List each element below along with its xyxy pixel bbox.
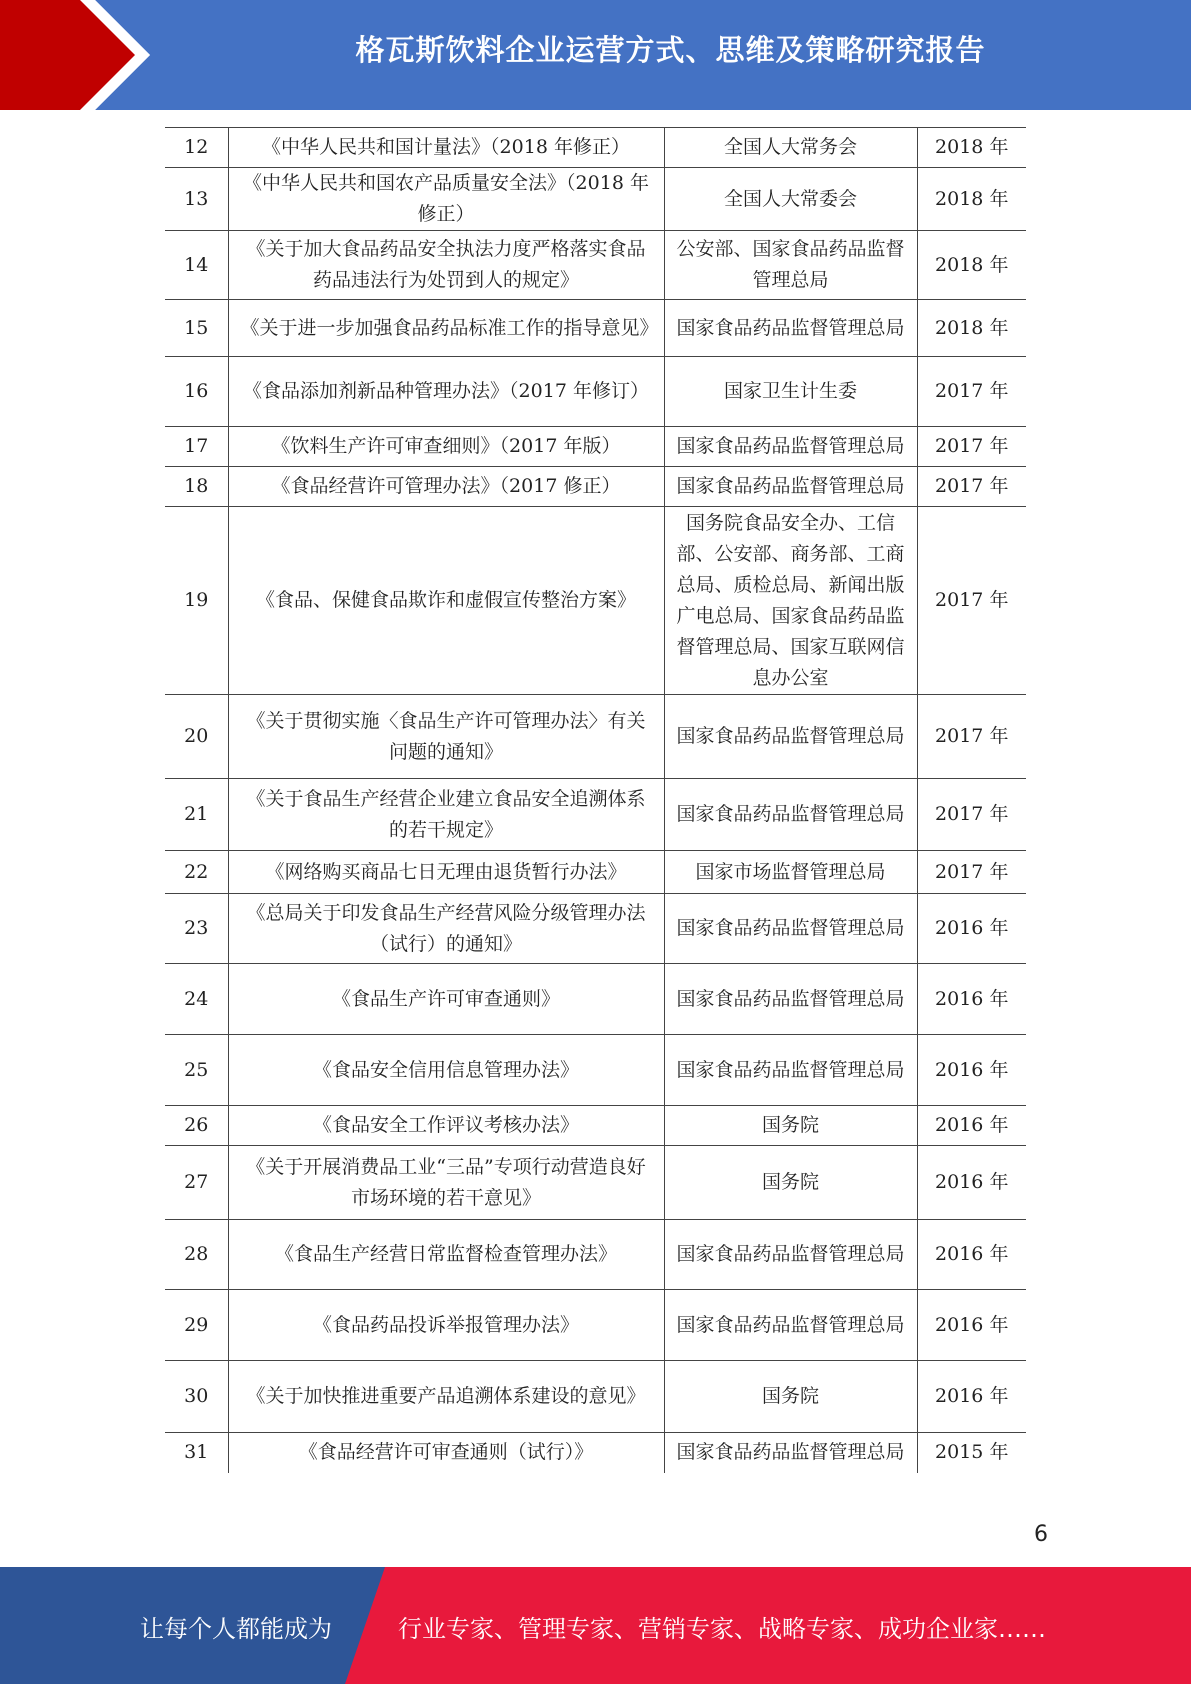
year: 2017 年	[917, 467, 1026, 507]
table-row	[165, 1146, 1026, 1220]
regulation-name: 《食品添加剂新品种管理办法》（2017 年修订）	[228, 357, 664, 427]
regulation-name: 《食品生产经营日常监督检查管理办法》	[228, 1220, 664, 1290]
table-row	[165, 1220, 1026, 1290]
regulation-name: 《总局关于印发食品生产经营风险分级管理办法（试行）的通知》	[228, 894, 664, 964]
issuing-authority: 国家食品药品监督管理总局	[664, 695, 917, 779]
issuing-authority: 国家市场监督管理总局	[664, 851, 917, 894]
regulation-name: 《关于加大食品药品安全执法力度严格落实食品药品违法行为处罚到人的规定》	[228, 231, 664, 300]
table-row	[165, 1290, 1026, 1361]
issuing-authority: 国家食品药品监督管理总局	[664, 894, 917, 964]
authority-text: 国家食品药品监督管理总局	[676, 1441, 905, 1464]
table-row	[165, 779, 1026, 851]
year: 2015 年	[917, 1433, 1026, 1473]
year: 2016 年	[917, 1146, 1026, 1220]
table-row	[165, 507, 1026, 695]
page-header	[0, 0, 1191, 110]
issuing-authority: 全国人大常委会	[664, 168, 917, 231]
regulation-name: 《中华人民共和国计量法》（2018 年修正）	[228, 128, 664, 168]
regulation-name: 《关于食品生产经营企业建立食品安全追溯体系的若干规定》	[228, 779, 664, 851]
year: 2018 年	[917, 168, 1026, 231]
row-number: 16	[165, 357, 228, 427]
issuing-authority: 国家食品药品监督管理总局	[664, 300, 917, 357]
year: 2017 年	[917, 357, 1026, 427]
issuing-authority	[664, 1433, 917, 1473]
regulation-name: 《饮料生产许可审查细则》（2017 年版）	[228, 427, 664, 467]
row-number: 29	[165, 1290, 228, 1361]
year: 2016 年	[917, 1220, 1026, 1290]
issuing-authority: 全国人大常务会	[664, 128, 917, 168]
issuing-authority	[664, 467, 917, 507]
year: 2016 年	[917, 1106, 1026, 1146]
year: 2018 年	[917, 128, 1026, 168]
regulation-name: 《食品安全信用信息管理办法》	[228, 1035, 664, 1106]
table-row	[165, 964, 1026, 1035]
year: 2016 年	[917, 1290, 1026, 1361]
row-number: 14	[165, 231, 228, 300]
regulation-name: 《网络购买商品七日无理由退货暂行办法》	[228, 851, 664, 894]
year: 2017 年	[917, 427, 1026, 467]
issuing-authority: 国务院	[664, 1146, 917, 1220]
regulation-name: 《食品经营许可审查通则（试行）》	[228, 1433, 664, 1473]
table-row	[165, 300, 1026, 357]
table-row	[165, 851, 1026, 894]
regulation-name: 《关于进一步加强食品药品标准工作的指导意见》	[228, 300, 664, 357]
year: 2016 年	[917, 964, 1026, 1035]
row-number: 22	[165, 851, 228, 894]
regulations-table	[165, 127, 1026, 1473]
table-row	[165, 1035, 1026, 1106]
row-number: 20	[165, 695, 228, 779]
regulation-name: 《关于贯彻实施〈食品生产许可管理办法〉有关问题的通知》	[228, 695, 664, 779]
regulation-name: 《食品经营许可管理办法》（2017 修正）	[228, 467, 664, 507]
row-number: 21	[165, 779, 228, 851]
row-number: 31	[165, 1433, 228, 1473]
issuing-authority: 国家食品药品监督管理总局	[664, 1035, 917, 1106]
issuing-authority: 国家食品药品监督管理总局	[664, 1220, 917, 1290]
row-number: 26	[165, 1106, 228, 1146]
issuing-authority: 国家食品药品监督管理总局	[664, 964, 917, 1035]
table-row	[165, 231, 1026, 300]
year: 2017 年	[917, 851, 1026, 894]
footer-slogan-left: 让每个人都能成为	[140, 1615, 332, 1643]
page-number: 6	[1034, 1522, 1048, 1547]
year: 2016 年	[917, 894, 1026, 964]
regulation-name: 《食品生产许可审查通则》	[228, 964, 664, 1035]
table-row	[165, 1361, 1026, 1433]
issuing-authority: 国务院	[664, 1361, 917, 1433]
table-row	[165, 695, 1026, 779]
issuing-authority: 国家卫生计生委	[664, 357, 917, 427]
year: 2017 年	[917, 695, 1026, 779]
report-title: 格瓦斯饮料企业运营方式、思维及策略研究报告	[355, 33, 986, 67]
table-row	[165, 427, 1026, 467]
year: 2016 年	[917, 1035, 1026, 1106]
table-row	[165, 357, 1026, 427]
issuing-authority: 国家食品药品监督管理总局	[664, 1290, 917, 1361]
authority-text: 国家食品药品监督管理总局	[676, 475, 905, 497]
footer-slogan-right: 行业专家、管理专家、营销专家、战略专家、成功企业家……	[398, 1615, 1046, 1643]
table-row	[165, 894, 1026, 964]
issuing-authority: 国务院	[664, 1106, 917, 1146]
year: 2017 年	[917, 507, 1026, 695]
year: 2018 年	[917, 300, 1026, 357]
row-number: 28	[165, 1220, 228, 1290]
row-number: 19	[165, 507, 228, 695]
issuing-authority: 国务院食品安全办、工信部、公安部、商务部、工商总局、质检总局、新闻出版广电总局、国家食品药品监督管理总局、国家互联网信息办公室	[664, 507, 917, 695]
regulation-name: 《中华人民共和国农产品质量安全法》（2018 年修正）	[228, 168, 664, 231]
regulation-name: 《关于开展消费品工业“三品”专项行动营造良好市场环境的若干意见》	[228, 1146, 664, 1220]
row-number: 27	[165, 1146, 228, 1220]
regulations-table-wrap	[165, 127, 1026, 1473]
year: 2018 年	[917, 231, 1026, 300]
row-number: 17	[165, 427, 228, 467]
issuing-authority: 国家食品药品监督管理总局	[664, 779, 917, 851]
table-row	[165, 128, 1026, 168]
year: 2017 年	[917, 779, 1026, 851]
table-row	[165, 168, 1026, 231]
row-number: 18	[165, 467, 228, 507]
row-number: 23	[165, 894, 228, 964]
row-number: 12	[165, 128, 228, 168]
regulation-name: 《食品、保健食品欺诈和虚假宣传整治方案》	[228, 507, 664, 695]
issuing-authority	[664, 427, 917, 467]
row-number: 25	[165, 1035, 228, 1106]
row-number: 30	[165, 1361, 228, 1433]
row-number: 24	[165, 964, 228, 1035]
row-number: 13	[165, 168, 228, 231]
regulation-name: 《关于加快推进重要产品追溯体系建设的意见》	[228, 1361, 664, 1433]
year: 2016 年	[917, 1361, 1026, 1433]
authority-text: 国家食品药品监督管理总局	[676, 435, 905, 457]
table-row	[165, 1433, 1026, 1473]
table-row	[165, 467, 1026, 507]
page-footer	[0, 1567, 1191, 1684]
table-row	[165, 1106, 1026, 1146]
regulation-name: 《食品药品投诉举报管理办法》	[228, 1290, 664, 1361]
issuing-authority: 公安部、国家食品药品监督管理总局	[664, 231, 917, 300]
regulation-name: 《食品安全工作评议考核办法》	[228, 1106, 664, 1146]
row-number: 15	[165, 300, 228, 357]
